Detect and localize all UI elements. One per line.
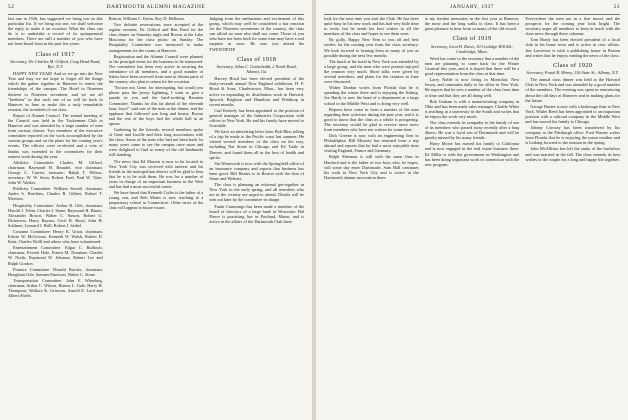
class-heading: Class of 1918 — [237, 55, 277, 63]
paragraph: Frank Cummings has been made a member of the board of directors of a large bank in Worcester. Hal Pierce is practising law in Portland, Maine, and is active in the affairs of the Dartmouth Club there. — [209, 203, 305, 224]
paragraph: Johnny Conway has been transferred by his company to the Pittsburgh office. Fred Warner writes from Florida that he is enjoying the warm weather and is looking forward to the reunion in the spring. — [525, 125, 621, 146]
page-number: 52 — [8, 4, 15, 10]
paragraph: "Excuse me, Gene, for interrupting, but would you please pass the jersey lightning, I want to give a parade in you and the hard-working Reunion Committee. Thanks for this far ahead of the eleventh hour, boys!" said one of the men at the dinner, and the applause that followed was long and hearty. Brown and the rest of the boys had the whole hall in an uproar. — [108, 85, 204, 126]
column — [525, 16, 620, 416]
paragraph: The lunch at the hotel in New York was attended by a large group, and the men who were present enjoyed the reunion very much. Short talks were given by several members, and plans for the reunion in June were discussed. — [324, 58, 419, 85]
paragraph: Costume Committee: Henry K. Urion, chairman; Edwin W. McGowan, Kenneth W. Walsh, Robert D. Kent, Charles Wolff and others who have volunteered. — [8, 228, 103, 245]
paragraph: We have an interesting letter from Bob Bliss telling of a trip he made to the Pacific coast last summer. He visited several members of the class on the way, including Nat Stone in Chicago and Ed Tuttle in Denver, and found them all in the best of health and spirits. — [209, 129, 305, 160]
paragraph: Britton, William C. Eaton, Roy D. Halloran. — [108, 16, 185, 21]
paragraph: Dick Greene is now with an engineering firm in Philadelphia. Bill Mooney has returned from a trip abroad and reports that he had a most enjoyable time visiting England, France and Germany. — [324, 133, 419, 154]
secretary-line: Secretary, Allan C. Gottschaldt, 2 North Road, Atlanta, Ga. — [216, 64, 297, 75]
paragraph: The annual class dinner was held at the Harvard Club in New York and was attended by a good number of the members. The evening was spent in reminiscing about the old days at Hanover and in making plans for the future. — [525, 77, 621, 103]
column — [324, 16, 419, 416]
paragraph: Stu Wentworth is now with the Springfield office of an insurance company and reports that business has been good. Bill Haines is in Boston with the firm of Stone and Webster. — [209, 160, 305, 182]
paragraph: Gathering by the fireside, several members spoke of Gene and Lucille and their long associations with the class. Some of the men who had not been back for many years came to see the campus once more and were delighted to find so many of the old landmarks still standing. — [108, 126, 204, 158]
secretary-line: Secretary, Leon H. Davis, 30 Coolidge Hill Rd., Cambridge, Mass. — [430, 43, 514, 54]
text-columns — [324, 16, 620, 416]
paragraph: George Baxter is now with a brokerage firm in New York. Walter Reed has been appointed to an important position with a railroad company in the Middle West and has moved his family to Chicago. — [525, 103, 621, 124]
masthead: DARTMOUTH ALUMNI MAGAZINE — [106, 4, 206, 10]
paragraph: Harry Morse has moved his family to California and is now engaged in the real estate business there. Ed Miller is with the government in Washington and has been doing important work in connection with the new program. — [424, 141, 520, 167]
running-head — [8, 4, 304, 15]
paragraph: Two definite reservations were accepted at the regular reunion; Dr. Gilford and Ben Pond for the class dinner on Saturday night and Brown at the Lake Mascoma for the class picnic on Sunday. The Hospitality Committee was instructed to make arrangements for the rooms at Hanover. — [108, 22, 204, 53]
left-page — [0, 0, 312, 420]
paragraph: Entertainment Committee: Edgar C. Bulfinch, chairman; Everett Hale, Ernest M. Donahue, Charles W. North, Raymond W. Johnson, Robert Lee and Ralph Gordon. — [8, 245, 103, 266]
secretary-line: Secretary, Frank B. Morey, 136 State St., Albany, N.Y. — [526, 70, 619, 76]
paragraph: Everywhere the men are in a fine mood, and the prospects for the coming year look bright. The secretary urges all members to keep in touch with the class news through these columns. — [525, 16, 621, 37]
class-heading: Class of 1920 — [553, 61, 593, 69]
paragraph: Publicity Committee: William Sewall, chairman; Andre S. Hutchins, Charles B. Gilbert, Robert T. Morison. — [8, 186, 103, 202]
class-heading: Class of 1919 — [452, 35, 492, 43]
paragraph: Word has come to the secretary that a number of the men are planning to come back for the Winter Carnival this year, and it is hoped that there will be a good representation from the class at that time. — [424, 55, 520, 77]
column — [8, 16, 103, 416]
paragraph: Registration and the Alumni Council were planned as the principal items for the business to be transacted. The committee has been very active in securing the attendance of all members, and a good number of letters have been received from men in distant parts of the country who plan to return for the occasion. — [108, 53, 204, 85]
class-heading: Class of 1917 — [35, 50, 75, 58]
paragraph: Walter Dunbar writes from Florida that he is spending the winter there and is enjoying the fishing. Joe Hardy is now the head of a department at a large school in the Middle West and is doing very well. — [324, 85, 419, 106]
paragraph: Reports have come in from a number of the men regarding their activities during the past year, and it is good to know that the class as a whole is prospering. The secretary would be glad to receive more news from members who have not written for some time. — [324, 106, 419, 132]
right-page — [316, 0, 628, 420]
column — [109, 16, 204, 416]
secretary-line: Secretary, Dr. Charles M. Gilford, Crag Head Road, Rye, N.Y. — [10, 58, 101, 70]
paragraph: The class extends its sympathy to the family of one of its members who passed away recently after a long illness. He was a loyal son of Dartmouth and will be greatly missed by his many friends. — [424, 120, 520, 141]
paragraph: to my fondest memories in the first year at Hanover, the snow and the long walks to class. It has been a great pleasure to hear from so many of the old crowd. — [424, 16, 520, 32]
paragraph: Tom Brady has been elected president of a local club in his home town and is active in civic affairs. Jim Lawrence is with a publishing house in Boston and writes that he enjoys reading the news of the class. — [525, 37, 621, 58]
paragraph: Ralph Sherman is still with the same firm in Hartford and is the father of two boys who, he hopes, will some day enter Dartmouth. Sam Hall continues his work in New York City and is active in the Dartmouth alumni association there. — [324, 154, 419, 180]
paragraph: John McAllister has left the ranks of the bachelors and was married in the fall. The class extends its best wishes to the couple for a long and happy life together. — [525, 146, 621, 162]
page-number: 53 — [613, 4, 620, 10]
paragraph: Athletics Committee: Charles M. Gilford, chairman; Raymond H. Beaudet, vice chairman; George C. Carrier, treasurer; Ralph T. Wilson, secretary; W. W. Stein, Robert Ford, Paul W. Tyler, John W. Walker. — [8, 159, 103, 186]
paragraph: last one in 1926, has suggested we bring out on this particular list. If we bring out one, we shall welcome the reply, to make it an occasion. What the class can do is to undertake a record of its quinquennial members. There are still a number of you who have not been heard from in the past few years. — [8, 16, 103, 47]
paragraph: Report of Alumni Council. The annual meeting of the Council was held in the Tuckerman Club in Hanover and was attended by a large number of men from various classes. Two members of the executive committee reported on the work accomplished by the various groups and on the plans for the coming year's events. The officers were re-elected and a vote of thanks was extended to the committees for their earnest work during the year. — [8, 112, 103, 159]
text-columns — [8, 16, 304, 416]
masthead: JANUARY, 1937 — [449, 4, 495, 10]
column — [425, 16, 520, 416]
paragraph: HAPPY NEW YEAR! And so we go into the New Year and may we not hope to forget all the things which the gather together in Hanover to renew the friendships of the campus. The Hotel in Nineteen thirteen to Nineteen seventeen, and we are all "brethren" in that each one of us will be back in Hanover in June to make this a truly remarkable reunion, the twentieth of our class. — [8, 71, 103, 112]
column — [209, 16, 304, 416]
paragraph: Transportation Committee: John F. Wheeling, chairman; Arthur C. Wilson, Burton L. Gale, Harry H. Thompson, Wallace K. Grierson, Arnold E. Lord and Albert Shiels. — [8, 277, 103, 299]
paragraph: The news that Ed Marson is now to be located in New York City was received with interest and his friends in the metropolitan district will be glad to hear that he is to be with them. He was for a number of years in charge of an important business in the West and has had a most successful career. — [108, 158, 204, 189]
paragraph: look for the next time you visit the Club. He has been quite busy in his new work and has had very little time to write, but he sends his best wishes to all the members of the class and hopes to see them soon. — [324, 16, 419, 37]
paragraph: Larry Noble is now living in Montclair, New Jersey, and commutes daily to his office in New York. He reports that he sees a number of the class from time to time and that they are all doing well. — [424, 77, 520, 98]
paragraph: Bob Graham is with a manufacturing company in Ohio and has been made sales manager. Charlie White is teaching at a university in the South and writes that he enjoys the work very much. — [424, 98, 520, 119]
paragraph: Carl Ketterly has been appointed to the position of general manager of the Industries Corporation with offices in New York. He and his family have moved to Scarsdale. — [209, 107, 305, 129]
paragraph: Hospitality Committee: Arthur B. Gile, chairman; Harold J. Tobin, Charles I. Stone, Raymond H. Baster, Alexander Brown, Walter C. Simon, Robert G. Dickerson, Harry Raynor, Cecil B. Boyd, John H. Sohlmer, Leonard J. Brill, Robert J. Seibel. — [8, 202, 103, 228]
paragraph: Harvey Hood has been elected president of the thirty-seventh annual New England exhibition. H. P. Hood & Sons, Charlestown, Mass., has been very active in expanding its distribution work in Harvard, Ipswich, Brighton and Hamilton and Winthrop in recent months. — [209, 76, 305, 107]
running-head — [324, 4, 620, 15]
paragraph: Finance Committee: Donald Brooks, chairman; Houghton Gile, Sumner Emerson, Walter C. Stone. — [8, 266, 103, 277]
paragraph: We have heard that Kenneth Cutler is the father of a young son, and Bob Mains is now teaching at a preparatory school in Connecticut. Other news of the class will appear in future issues. — [108, 190, 204, 211]
paragraph: The class is planning an informal get-together in New York in the early spring, and all members who are in the vicinity are urged to attend. Details will be sent out later by the committee in charge. — [209, 182, 305, 203]
paragraph: Judging from the enthusiasm and excitement of this group, which may well be considered a fair reaction for the Nineteen seventeens of the country, the class can afford no man who shall not come. Those of you who have not been back for some time may have a real surprise in store. Be sure you attend the TWENTIETH! — [209, 16, 305, 52]
paragraph: By golly, Happy New Year to you all and best wishes for the coming year from the class secretary. We look forward to hearing from as many of you as possible during the next few months. — [324, 37, 419, 58]
